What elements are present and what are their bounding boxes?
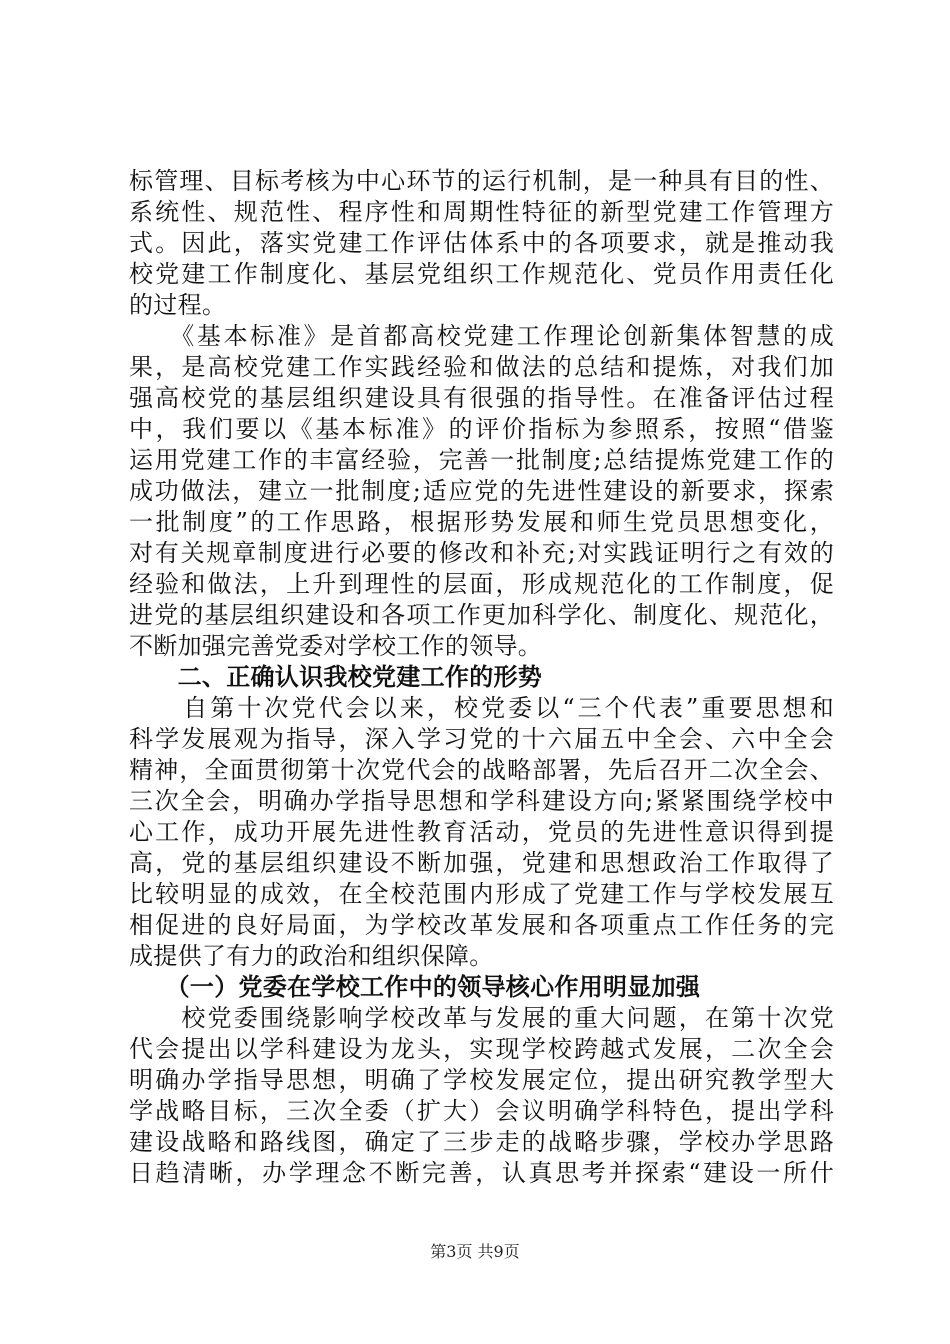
text-line: 建设战略和路线图，确定了三步走的战略步骤，学校办学思路 — [129, 1128, 834, 1156]
text-line: 经验和做法，上升到理性的层面，形成规范化的工作制度，促 — [129, 570, 834, 598]
section-heading: 二、正确认识我校党建工作的形势 — [129, 663, 543, 691]
text-line: 的过程。 — [129, 291, 227, 319]
text-line: 成功做法，建立一批制度;适应党的先进性建设的新要求，探索 — [129, 477, 834, 505]
text-line: 相促进的良好局面，为学校改革发展和各项重点工作任务的完 — [129, 911, 834, 939]
text-line: 对有关规章制度进行必要的修改和补充;对实践证明行之有效的 — [129, 539, 834, 567]
text-line: 果，是高校党建工作实践经验和做法的总结和提炼，对我们加 — [129, 353, 834, 381]
text-line: 不断加强完善党委对学校工作的领导。 — [129, 632, 543, 660]
text-line: 日趋清晰，办学理念不断完善，认真思考并探索“建设一所什 — [129, 1159, 834, 1187]
subsection-heading: （一）党委在学校工作中的领导核心作用明显加强 — [129, 973, 701, 1001]
text-line: 明确办学指导思想，明确了学校发展定位，提出研究教学型大 — [129, 1066, 834, 1094]
text-line: 代会提出以学科建设为龙头，实现学校跨越式发展，二次全会 — [129, 1035, 834, 1063]
text-line: 进党的基层组织建设和各项工作更加科学化、制度化、规范化， — [129, 601, 834, 629]
page-footer: 第3页 共9页 — [430, 1242, 520, 1261]
text-line: 式。因此，落实党建工作评估体系中的各项要求，就是推动我 — [129, 229, 834, 257]
text-line: 三次全会，明确办学指导思想和学科建设方向;紧紧围绕学校中 — [129, 787, 834, 815]
text-line: 精神，全面贯彻第十次党代会的战略部署，先后召开二次全会、 — [129, 756, 834, 784]
text-line: 中，我们要以《基本标准》的评价指标为参照系，按照“借鉴 — [129, 415, 834, 443]
text-line: 高，党的基层组织建设不断加强，党建和思想政治工作取得了 — [129, 849, 834, 877]
text-line: 成提供了有力的政治和组织保障。 — [129, 942, 494, 970]
text-line: 科学发展观为指导，深入学习党的十六届五中全会、六中全会 — [129, 725, 834, 753]
text-line: 比较明显的成效，在全校范围内形成了党建工作与学校发展互 — [129, 880, 834, 908]
text-line: 《基本标准》是首都高校党建工作理论创新集体智慧的成 — [129, 322, 834, 350]
text-line: 标管理、目标考核为中心环节的运行机制，是一种具有目的性、 — [129, 167, 834, 195]
text-line: 系统性、规范性、程序性和周期性特征的新型党建工作管理方 — [129, 198, 834, 226]
text-line: 校党建工作制度化、基层党组织工作规范化、党员作用责任化 — [129, 260, 834, 288]
text-line: 强高校党的基层组织建设具有很强的指导性。在准备评估过程 — [129, 384, 834, 412]
text-line: 校党委围绕影响学校改革与发展的重大问题，在第十次党 — [129, 1004, 834, 1032]
text-line: 自第十次党代会以来，校党委以“三个代表”重要思想和 — [129, 694, 834, 722]
text-line: 心工作，成功开展先进性教育活动，党员的先进性意识得到提 — [129, 818, 834, 846]
text-line: 运用党建工作的丰富经验，完善一批制度;总结提炼党建工作的 — [129, 446, 834, 474]
text-line: 一批制度”的工作思路，根据形势发展和师生党员思想变化， — [129, 508, 834, 536]
text-line: 学战略目标，三次全委（扩大）会议明确学科特色，提出学科 — [129, 1097, 834, 1125]
